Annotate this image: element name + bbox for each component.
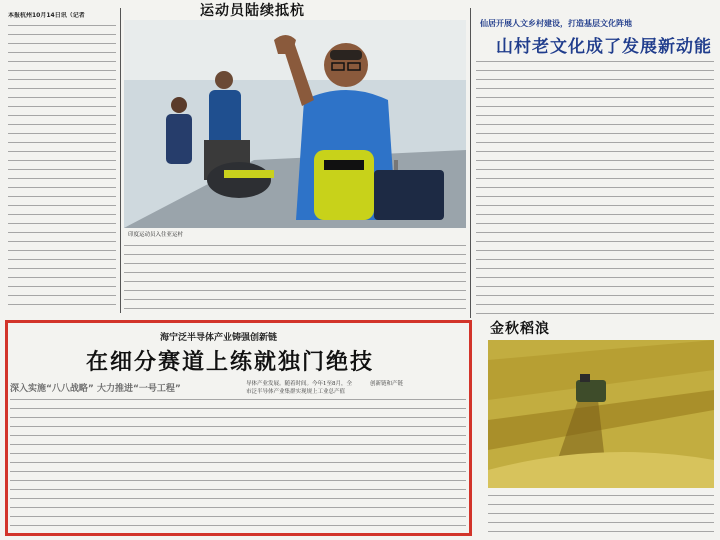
arrival-photo (124, 20, 466, 228)
rice-field-photo (488, 340, 714, 488)
right-top-columns (476, 58, 714, 318)
mid-columns (124, 242, 466, 314)
left-top-column (8, 12, 116, 312)
featured-text-sample-2: 创新链和产链 (370, 381, 404, 387)
photo-feature-caption (488, 492, 714, 532)
dateline-lead: 本报杭州10月14日讯（记者 (8, 12, 85, 19)
photo-feature-headline: 金秋稻浪 (490, 321, 550, 337)
featured-text-sample-1: 导体产业发展。随着时间。今年1至8月，全市泛半导体产业集群实现规上工业总产值 (246, 381, 352, 395)
featured-body (10, 396, 466, 532)
right-top-headline: 山村老文化成了发展新动能 (496, 37, 712, 57)
photo-caption (128, 231, 348, 239)
photo-caption-text: 印度运动员入住亚运村 (128, 232, 184, 238)
featured-headline: 在细分赛道上练就独门绝技 (86, 350, 375, 375)
featured-kicker: 海宁泛半导体产业铸强创新链 (160, 333, 278, 343)
top-story-headline: 运动员陆续抵杭 (200, 3, 305, 19)
featured-subhead: 深入实施“八八战略” 大力推进“一号工程” (10, 384, 181, 394)
right-top-kicker: 仙居开展人文乡村建设，打造基层文化阵地 (480, 19, 632, 28)
